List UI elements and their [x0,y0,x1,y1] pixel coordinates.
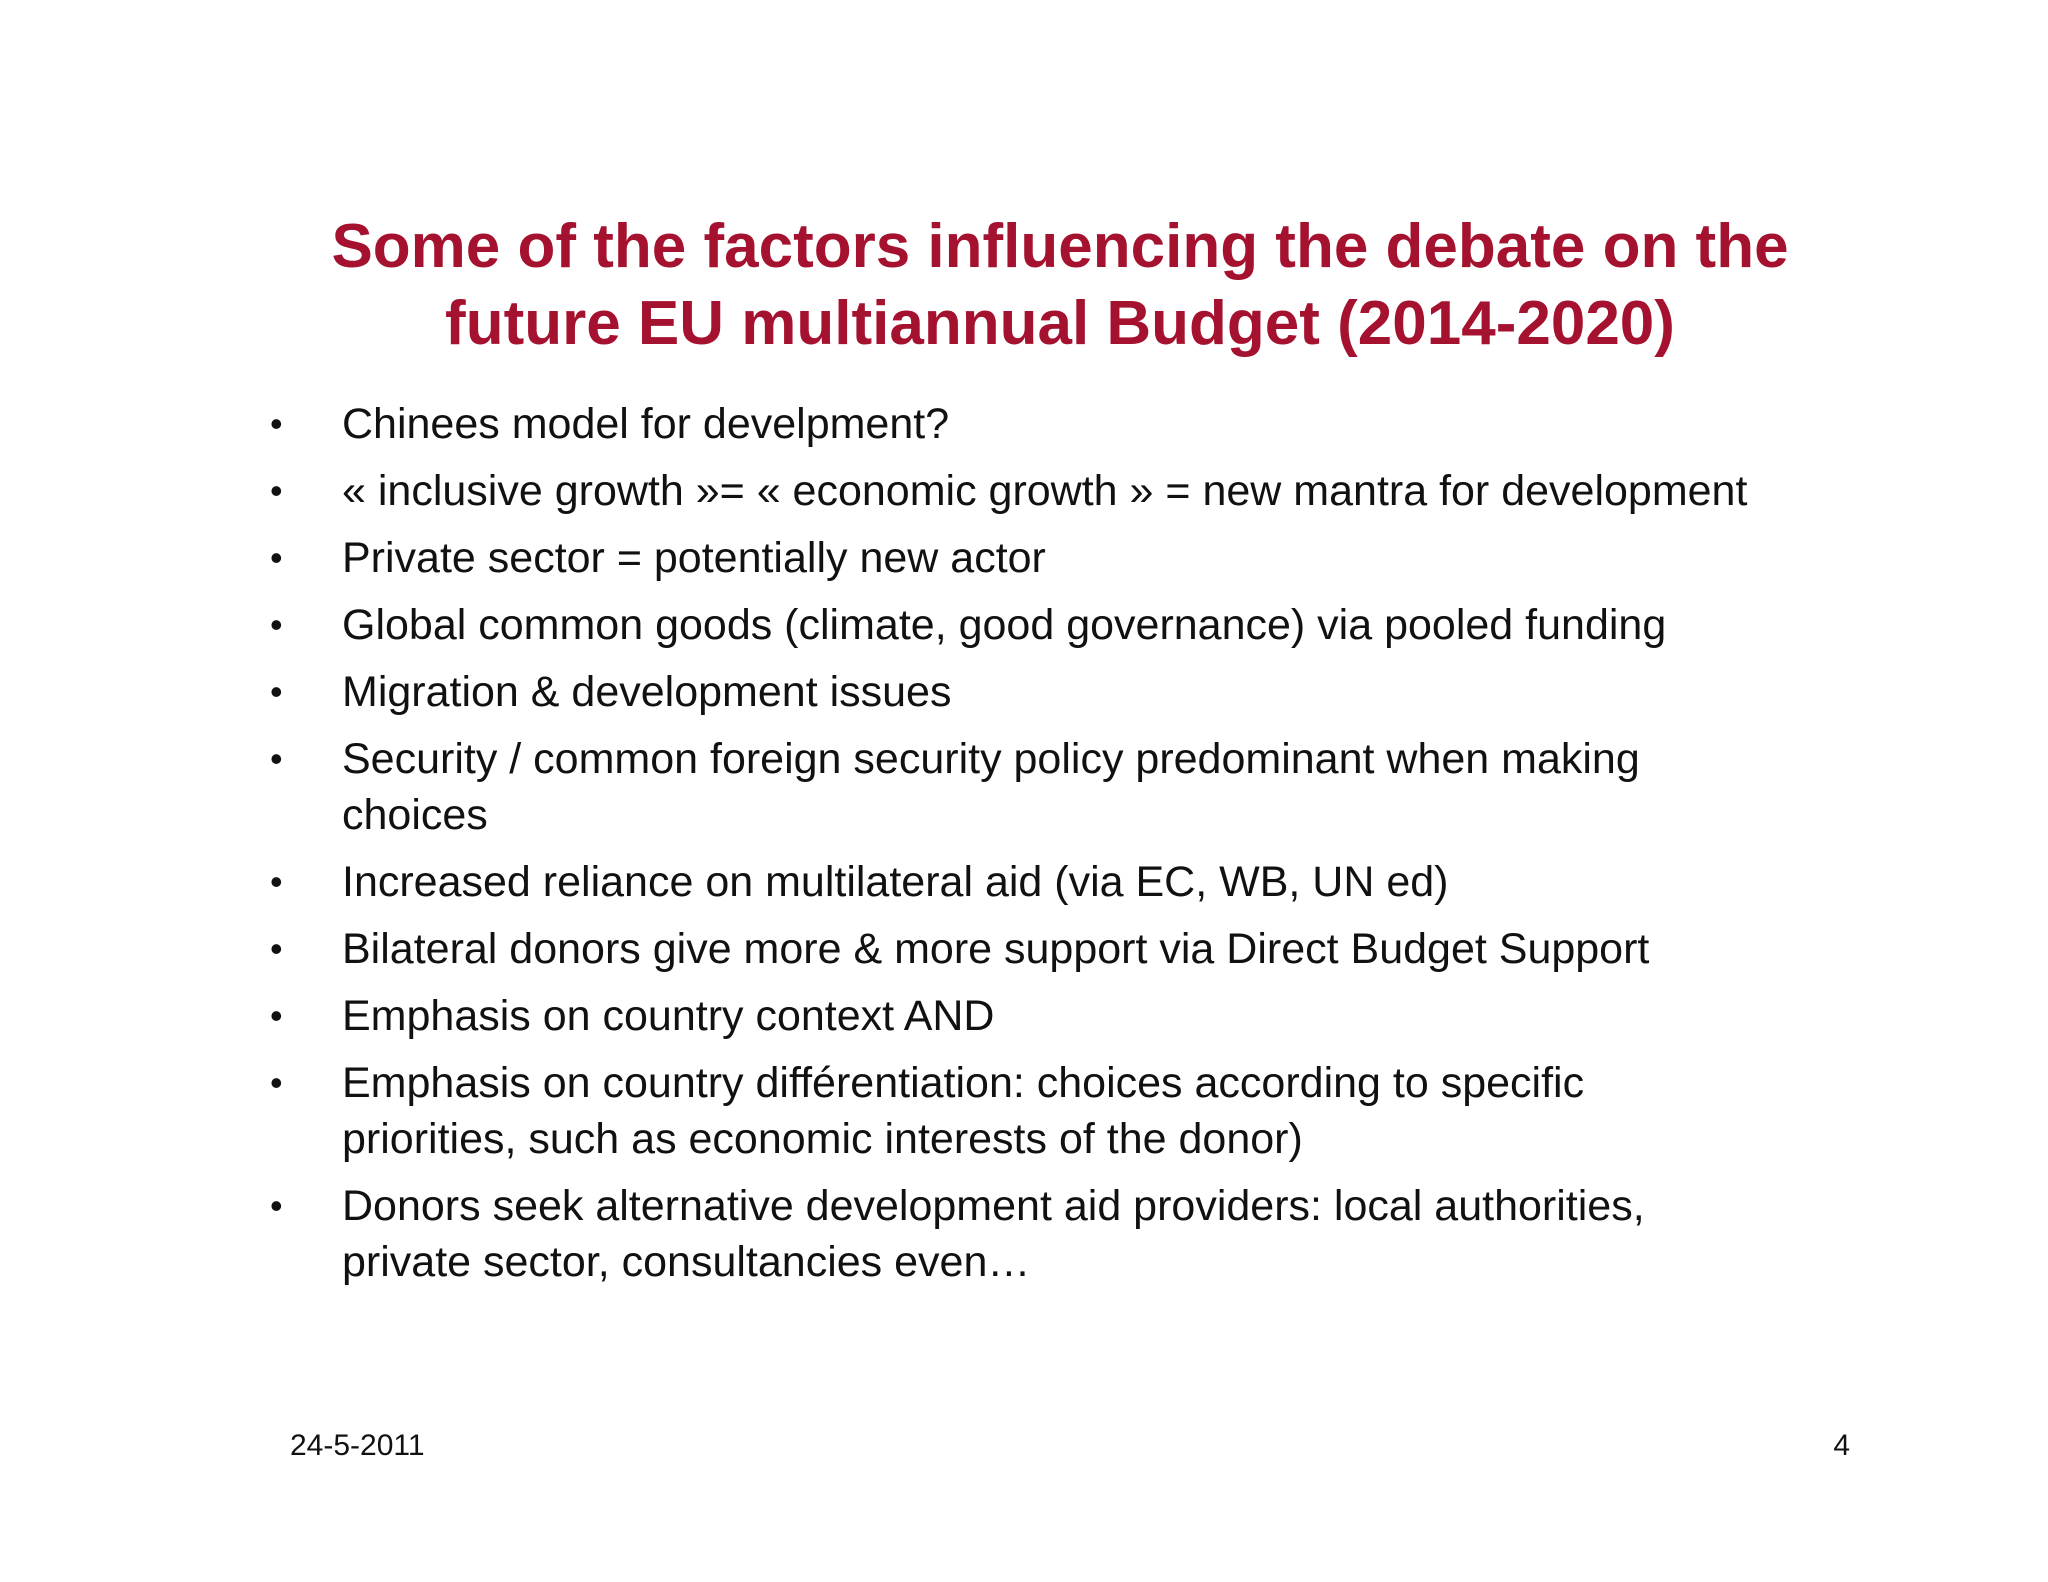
bullet-marker: • [270,1062,283,1103]
bullet-item [270,921,1910,977]
bullet-text: Security / common foreign security policy predominant when making choices [342,735,1640,839]
bullet-marker: • [270,995,283,1036]
slide-title-line-2: future EU multiannual Budget (2014-2020) [445,289,1675,358]
footer-date: 24-5-2011 [290,1429,425,1462]
bullet-list [270,396,1910,1301]
bullet-text: Donors seek alternative development aid providers: local authorities, private sector, consultancies even… [342,1182,1645,1286]
bullet-marker: • [270,470,283,511]
bullet-marker: • [270,928,283,969]
bullet-text: Migration & development issues [342,668,952,716]
bullet-marker: • [270,671,283,712]
bullet-text: « inclusive growth »= « economic growth » = new mantra for development [342,467,1748,515]
slide-title [300,208,1820,362]
bullet-marker: • [270,604,283,645]
bullet-item [270,530,1910,586]
bullet-item [270,664,1910,720]
bullet-item [270,731,1910,843]
bullet-text: Emphasis on country différentiation: choices according to specific priorities, such as economic interests of the donor) [342,1059,1585,1163]
slide-title-line-1: Some of the factors influencing the debate on the [331,212,1789,281]
bullet-marker: • [270,537,283,578]
bullet-marker: • [270,861,283,902]
bullet-text: Increased reliance on multilateral aid (via EC, WB, UN ed) [342,858,1449,906]
bullet-item [270,463,1910,519]
bullet-item [270,988,1910,1044]
bullet-text: Private sector = potentially new actor [342,534,1046,582]
bullet-marker: • [270,738,283,779]
bullet-marker: • [270,403,283,444]
bullet-item [270,1178,1910,1290]
bullet-item [270,854,1910,910]
page-number: 4 [1833,1429,1850,1462]
bullet-item [270,1055,1910,1167]
bullet-text: Emphasis on country context AND [342,992,995,1040]
bullet-text: Global common goods (climate, good governance) via pooled funding [342,601,1667,649]
bullet-item [270,597,1910,653]
bullet-text: Chinees model for develpment? [342,400,950,448]
bullet-item [270,396,1910,452]
bullet-marker: • [270,1185,283,1226]
bullet-text: Bilateral donors give more & more support via Direct Budget Support [342,925,1650,973]
